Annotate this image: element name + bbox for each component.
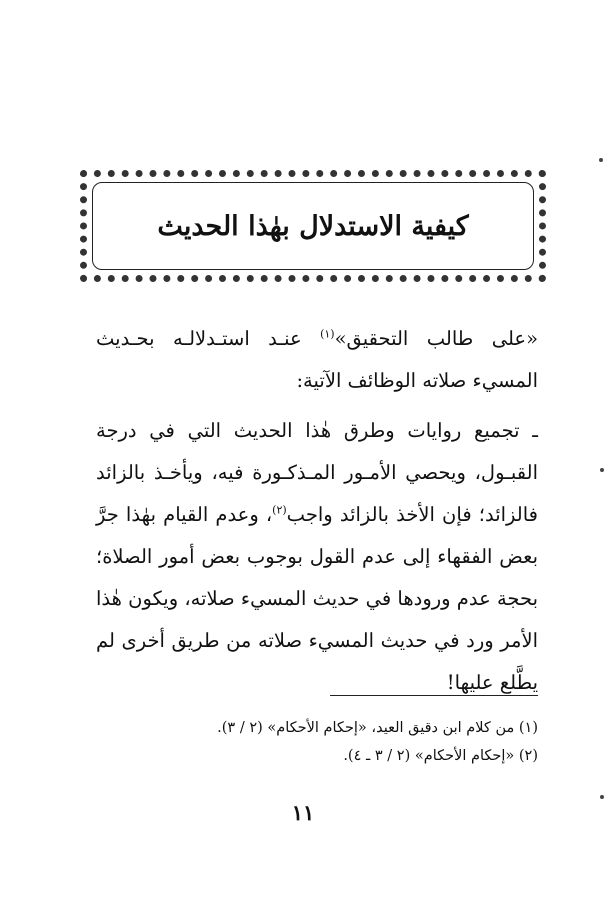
paragraph-1-quote: «على طالب التحقيق» — [334, 327, 538, 350]
body-text — [96, 318, 538, 704]
title-inner-border — [92, 182, 534, 270]
edge-dot — [599, 158, 603, 162]
paragraph-2 — [96, 410, 538, 704]
footnotes — [96, 714, 538, 770]
paragraph-2-text-a: ـ تجميع روايات وطرق هٰذا الحديث التي في درجة القبـول، ويحصي الأمـور المـذكـورة فيه، ويأخـذ بالزائد فالزائد؛ فإن الأخذ بالزائد واجب — [96, 419, 539, 526]
chapter-title: كيفية الاستدلال بهٰذا الحديث — [157, 210, 469, 242]
footnote-2: (٢) «إحكام الأحكام» (٢ / ٣ ـ ٤). — [343, 748, 538, 764]
title-frame — [80, 170, 546, 282]
page-number: ١١ — [291, 800, 315, 825]
paragraph-1-text: عنـد استـدلالـه بحـديث المسيء صلاته الوظائف الآتية: — [96, 327, 538, 392]
paragraph-1 — [96, 318, 538, 402]
footnote-ref-1[interactable]: (١) — [320, 327, 335, 341]
edge-dot — [600, 468, 604, 472]
edge-dot — [600, 795, 604, 799]
paragraph-2-text-b: ، وعدم القيام بهٰذا جرَّ بعض الفقهاء إلى عدم القول بوجوب بعض أمور الصلاة؛ بحجة عدم ورودها في حديث المسيء صلاته، ويكون هٰذا الأمر ورد في حديث المسيء صلاته من طريق أخرى لم يطَّلع عليها! — [96, 503, 538, 694]
footnote-ref-2[interactable]: (٢) — [272, 503, 287, 517]
footnote-1: (١) من كلام ابن دقيق العيد، «إحكام الأحكام» (٢ / ٣). — [217, 720, 538, 736]
footnote-separator — [330, 695, 538, 696]
